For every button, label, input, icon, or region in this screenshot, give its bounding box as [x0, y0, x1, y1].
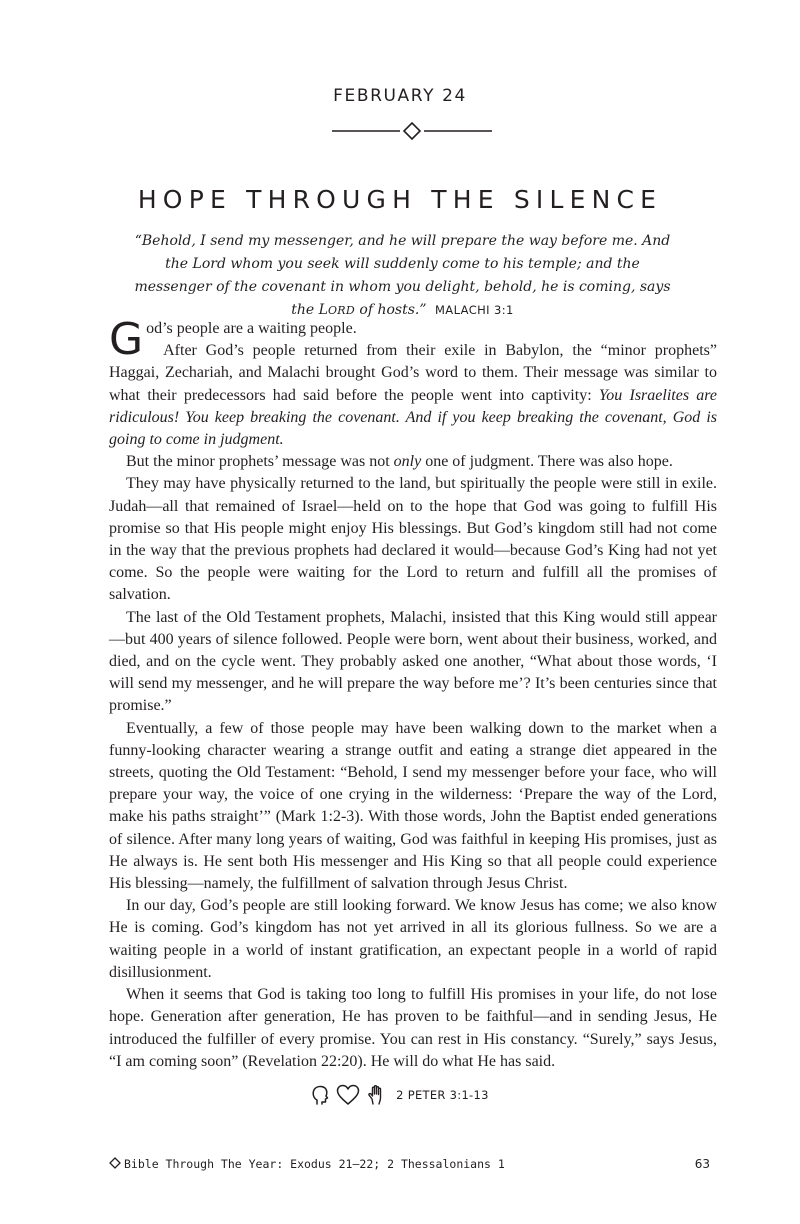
reading-reference: 2 PETER 3:1-13: [396, 1088, 489, 1102]
footer-reading-text: Bible Through The Year: Exodus 21–22; 2 Thessalonians 1: [124, 1157, 505, 1171]
verse-text: “Behold, I send my messenger, and he will prepare the way before me. And the Lord whom you seek will suddenly come to his temple; and the messenger of the covenant in whom you delight, behold, he is coming, says the L: [134, 233, 671, 318]
devotional-body: [109, 314, 717, 1073]
paragraph-3-italic: only: [393, 453, 422, 471]
heart-icon: [336, 1084, 360, 1106]
paragraph-7: In our day, God’s people are still looking forward. We know Jesus has come; we also know He is coming. God’s kingdom has not yet arrived in all its glorious fullness. So we are a waiting people in a world of instant gratification, an expectant people in a world of rapid disillusionment.: [109, 897, 717, 981]
paragraph-4: They may have physically returned to the land, but spiritually the people were still in exile. Judah—all that remained of Israel—held on to the hope that God was going to fulfill His promise so that His people might enjoy His blessings. But God’s kingdom still had not come in the way that the previous prophets had declared it would—because God’s King had not yet come. So the people were waiting for the Lord to return and fulfill all the promises of salvation.: [109, 475, 717, 604]
page-title: HOPE THROUGH THE SILENCE: [137, 184, 663, 214]
diamond-icon: [109, 1157, 121, 1172]
verse-text-end: of hosts.”: [354, 302, 427, 318]
paragraph-1: [109, 314, 717, 365]
paragraph-2: [109, 340, 717, 451]
head-icon: [311, 1084, 329, 1106]
drop-cap: G: [109, 314, 144, 365]
paragraph-3-text: But the minor prophets’ message was not: [126, 453, 394, 471]
paragraph-6: Eventually, a few of those people may have been walking down to the market when a funny-looking character wearing a strange outfit and eating a strange diet appeared in the streets, quoting the Old Testament: “Behold, I send my messenger before your face, who will prepare your way, the voice of one crying in the wilderness: ‘Prepare the way of the Lord, make his paths straight’” (Mark 1:2-3). With those words, John the Baptist ended generations of silence. After many long years of waiting, God was faithful in keeping His promises, just as He always is. He sent both His messenger and His King so that all people could experience His blessing—namely, the fulfillment of salvation through Jesus Christ.: [109, 719, 717, 893]
paragraph-2-text: After God’s people returned from their exile in Babylon, the “minor prophets” Haggai, Zechariah, and Malachi brought God’s word to them. Their message was similar to what their predecessors had said before the people went into captivity:: [109, 342, 717, 404]
hand-icon: [367, 1084, 387, 1106]
paragraph-8: When it seems that God is taking too long to fulfill His promises in your life, do not lose hope. Generation after generation, He has proven to be faithful—and in sending Jesus, He introduced the fulfiller of every promise. You can rest in His constancy. “Surely,” says Jesus, “I am coming soon” (Revelation 22:20). He will do what He has said.: [109, 986, 717, 1070]
reflection-row: [0, 1084, 800, 1106]
page-number: 63: [694, 1157, 710, 1171]
paragraph-1-text: od’s people are a waiting people.: [146, 320, 357, 337]
verse-smallcaps: ORD: [327, 304, 355, 317]
paragraph-5: The last of the Old Testament prophets, Malachi, insisted that this King would still appear—but 400 years of silence followed. People were born, went about their business, worked, and died, and on the cycle went. They probably asked one another, “What about those words, ‘I will send my messenger, and he will prepare the way before me’? It’s been centuries since that promise.”: [109, 608, 717, 715]
paragraph-2-italic: You Israelites are ridiculous! You keep breaking the covenant. And if you keep breaking the covenant, God is going to come in judgment.: [109, 386, 717, 449]
paragraph-3: [109, 451, 717, 473]
key-verse: [130, 230, 675, 322]
diamond-divider-icon: [330, 120, 494, 142]
paragraph-3-text-end: one of judgment. There was also hope.: [421, 453, 673, 471]
verse-reference: MALACHI 3:1: [434, 303, 514, 317]
page-date: FEBRUARY 24: [333, 86, 467, 106]
footer-reading: [109, 1157, 709, 1172]
